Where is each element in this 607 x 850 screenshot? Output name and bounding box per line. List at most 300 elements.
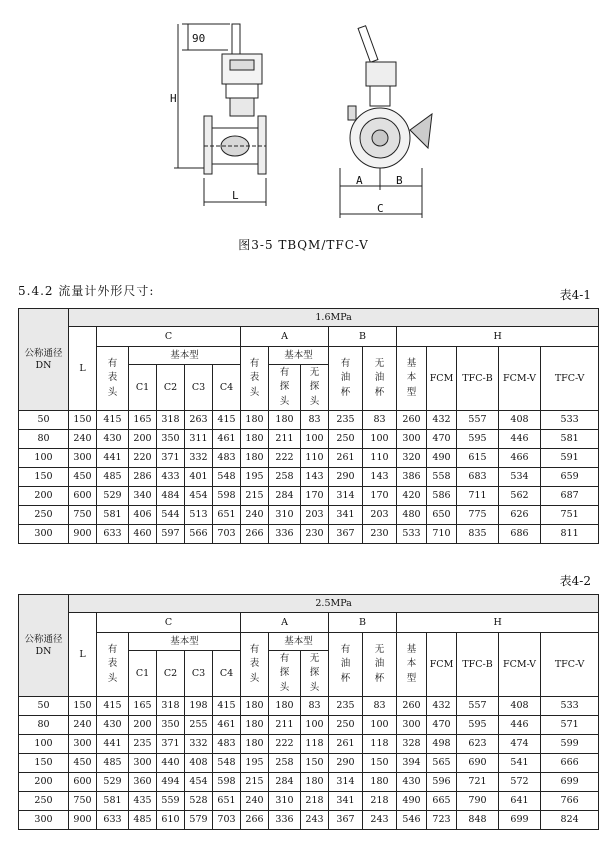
table-cell: 180	[269, 697, 301, 716]
table-cell: 180	[241, 411, 269, 430]
table-cell: 200	[19, 487, 69, 506]
header-c3: C3	[185, 365, 213, 411]
header-fcmv: FCM-V	[499, 633, 541, 697]
table-cell: 336	[269, 525, 301, 544]
table-cell: 367	[329, 525, 363, 544]
header-fcmv: FCM-V	[499, 347, 541, 411]
table-cell: 180	[269, 411, 301, 430]
table-cell: 721	[457, 773, 499, 792]
table-cell: 461	[213, 430, 241, 449]
table-cell: 150	[69, 697, 97, 716]
table-row	[19, 449, 599, 468]
table-cell: 571	[541, 716, 599, 735]
table-row	[19, 697, 599, 716]
table-cell: 180	[241, 716, 269, 735]
table-cell: 450	[69, 468, 97, 487]
table-cell: 300	[397, 716, 427, 735]
table-cell: 415	[97, 411, 129, 430]
table-cell: 766	[541, 792, 599, 811]
dimension-table-1	[18, 308, 599, 544]
table-cell: 314	[329, 487, 363, 506]
table-cell: 558	[427, 468, 457, 487]
table-cell: 534	[499, 468, 541, 487]
header-tfcb: TFC-B	[457, 633, 499, 697]
table-cell: 699	[499, 811, 541, 830]
header-c-with-meter: 有表头	[107, 358, 118, 398]
table-row	[19, 792, 599, 811]
table-cell: 790	[457, 792, 499, 811]
header-a-with-meter: 有表头	[249, 644, 260, 684]
table-cell: 557	[457, 411, 499, 430]
table-cell: 490	[397, 792, 427, 811]
table-cell: 435	[129, 792, 157, 811]
table-cell: 300	[19, 811, 69, 830]
dim-h-label: H	[170, 92, 177, 105]
table-cell: 341	[329, 506, 363, 525]
header-c: C	[97, 613, 241, 633]
dim-a-label: A	[356, 174, 363, 187]
table-cell: 529	[97, 773, 129, 792]
table-cell: 332	[185, 449, 213, 468]
dim-90-label: 90	[192, 32, 206, 45]
header-c1: C1	[129, 651, 157, 697]
table-cell: 641	[499, 792, 541, 811]
table-cell: 180	[241, 430, 269, 449]
table-cell: 572	[499, 773, 541, 792]
table-cell: 440	[157, 754, 185, 773]
table-cell: 83	[301, 411, 329, 430]
table-cell: 835	[457, 525, 499, 544]
table-cell: 751	[541, 506, 599, 525]
header-a-without-probe: 无探头	[309, 367, 320, 407]
table-cell: 320	[397, 449, 427, 468]
table-cell: 180	[301, 773, 329, 792]
table-cell: 824	[541, 811, 599, 830]
table-cell: 360	[129, 773, 157, 792]
header-b-with-oil: 有油杯	[340, 358, 351, 398]
table-cell: 258	[269, 754, 301, 773]
table-cell: 195	[241, 754, 269, 773]
table-cell: 546	[397, 811, 427, 830]
table-cell: 703	[213, 811, 241, 830]
table-cell: 750	[69, 506, 97, 525]
table-cell: 266	[241, 525, 269, 544]
table-cell: 541	[499, 754, 541, 773]
table-cell: 415	[213, 697, 241, 716]
table-cell: 290	[329, 468, 363, 487]
table-cell: 597	[157, 525, 185, 544]
table-cell: 200	[129, 430, 157, 449]
header-dn: 公称通径DN	[19, 309, 69, 411]
header-h-basic: 基本型	[406, 644, 417, 684]
table-cell: 529	[97, 487, 129, 506]
dim-c-label: C	[377, 202, 384, 215]
table-cell: 533	[397, 525, 427, 544]
table-cell: 595	[457, 716, 499, 735]
table-cell: 548	[213, 754, 241, 773]
header-a-with-probe: 有探头	[279, 653, 290, 693]
table-cell: 415	[213, 411, 241, 430]
header-c-basic: 基本型	[129, 347, 241, 365]
table-cell: 610	[157, 811, 185, 830]
table-cell: 118	[301, 735, 329, 754]
table-cell: 581	[97, 792, 129, 811]
table-cell: 371	[157, 449, 185, 468]
table-cell: 683	[457, 468, 499, 487]
table-cell: 633	[97, 811, 129, 830]
table-cell: 80	[19, 430, 69, 449]
table-row	[19, 754, 599, 773]
table-cell: 711	[457, 487, 499, 506]
table-row	[19, 430, 599, 449]
table-row	[19, 468, 599, 487]
table-cell: 255	[185, 716, 213, 735]
dim-b-label: B	[396, 174, 403, 187]
header-l: L	[69, 613, 97, 697]
header-a-basic: 基本型	[269, 633, 329, 651]
dimension-table-2	[18, 594, 599, 830]
table-row	[19, 411, 599, 430]
table-cell: 143	[301, 468, 329, 487]
table-row	[19, 735, 599, 754]
table-cell: 250	[19, 506, 69, 525]
table-cell: 900	[69, 811, 97, 830]
table-cell: 485	[129, 811, 157, 830]
table-cell: 432	[427, 411, 457, 430]
table-cell: 143	[363, 468, 397, 487]
header-a-with-meter: 有表头	[249, 358, 260, 398]
table-cell: 195	[241, 468, 269, 487]
table-cell: 386	[397, 468, 427, 487]
table-cell: 260	[397, 697, 427, 716]
table-cell: 430	[397, 773, 427, 792]
header-a-without-probe: 无探头	[309, 653, 320, 693]
header-b: B	[329, 327, 397, 347]
header-fcm: FCM	[427, 347, 457, 411]
table-cell: 598	[213, 487, 241, 506]
table-cell: 100	[19, 735, 69, 754]
table-cell: 480	[397, 506, 427, 525]
table-cell: 544	[157, 506, 185, 525]
table-cell: 485	[97, 754, 129, 773]
table-cell: 83	[301, 697, 329, 716]
table-cell: 180	[241, 449, 269, 468]
table-cell: 100	[19, 449, 69, 468]
table-cell: 340	[129, 487, 157, 506]
header-tfcv: TFC-V	[541, 347, 599, 411]
table-cell: 311	[185, 430, 213, 449]
table-cell: 596	[427, 773, 457, 792]
table-cell: 263	[185, 411, 213, 430]
table-cell: 430	[97, 430, 129, 449]
table-cell: 433	[157, 468, 185, 487]
table-cell: 220	[129, 449, 157, 468]
table-cell: 110	[301, 449, 329, 468]
table-cell: 665	[427, 792, 457, 811]
table-cell: 100	[363, 716, 397, 735]
table-cell: 100	[363, 430, 397, 449]
table-cell: 310	[269, 792, 301, 811]
table-cell: 83	[363, 697, 397, 716]
table-cell: 699	[541, 773, 599, 792]
table-cell: 180	[363, 773, 397, 792]
table-cell: 441	[97, 449, 129, 468]
table-cell: 150	[69, 411, 97, 430]
table-cell: 300	[19, 525, 69, 544]
table-body-1	[19, 411, 599, 544]
table-cell: 235	[329, 697, 363, 716]
table-cell: 371	[157, 735, 185, 754]
table-cell: 235	[329, 411, 363, 430]
table-cell: 408	[499, 411, 541, 430]
table-cell: 446	[499, 430, 541, 449]
table-cell: 633	[97, 525, 129, 544]
table-cell: 848	[457, 811, 499, 830]
table-cell: 490	[427, 449, 457, 468]
table-cell: 498	[427, 735, 457, 754]
header-b-without-oil: 无油杯	[374, 644, 385, 684]
table-cell: 222	[269, 735, 301, 754]
table-cell: 615	[457, 449, 499, 468]
header-dn: 公称通径DN	[19, 595, 69, 697]
table-cell: 200	[129, 716, 157, 735]
table-cell: 350	[157, 430, 185, 449]
table-cell: 240	[241, 792, 269, 811]
table-cell: 623	[457, 735, 499, 754]
header-c-basic: 基本型	[129, 633, 241, 651]
table-cell: 494	[157, 773, 185, 792]
table-cell: 266	[241, 811, 269, 830]
table-label: 表4-1	[559, 288, 591, 302]
table-cell: 211	[269, 430, 301, 449]
table-cell: 300	[69, 735, 97, 754]
table-cell: 565	[427, 754, 457, 773]
table-cell: 600	[69, 773, 97, 792]
table-cell: 110	[363, 449, 397, 468]
table-cell: 687	[541, 487, 599, 506]
table-cell: 470	[427, 430, 457, 449]
flowmeter-drawing	[170, 18, 460, 228]
table-body-2	[19, 697, 599, 830]
table-cell: 310	[269, 506, 301, 525]
table-cell: 367	[329, 811, 363, 830]
table-cell: 586	[427, 487, 457, 506]
table-cell: 170	[363, 487, 397, 506]
table-cell: 300	[397, 430, 427, 449]
table-cell: 559	[157, 792, 185, 811]
table-cell: 240	[241, 506, 269, 525]
table-cell: 318	[157, 697, 185, 716]
table-cell: 261	[329, 449, 363, 468]
table-cell: 218	[363, 792, 397, 811]
table-cell: 230	[363, 525, 397, 544]
table-cell: 626	[499, 506, 541, 525]
table-cell: 484	[157, 487, 185, 506]
table-cell: 83	[363, 411, 397, 430]
table-row	[19, 525, 599, 544]
table-cell: 150	[19, 754, 69, 773]
table-cell: 533	[541, 697, 599, 716]
table-cell: 165	[129, 697, 157, 716]
header-h: H	[397, 327, 599, 347]
table-cell: 690	[457, 754, 499, 773]
table-cell: 581	[97, 506, 129, 525]
table-cell: 240	[69, 430, 97, 449]
table-cell: 581	[541, 430, 599, 449]
table-cell: 180	[241, 697, 269, 716]
table-cell: 222	[269, 449, 301, 468]
table-cell: 548	[213, 468, 241, 487]
header-b: B	[329, 613, 397, 633]
table-cell: 203	[363, 506, 397, 525]
table-cell: 198	[185, 697, 213, 716]
header-c-with-meter: 有表头	[107, 644, 118, 684]
table-cell: 218	[301, 792, 329, 811]
table-cell: 200	[19, 773, 69, 792]
table-cell: 600	[69, 487, 97, 506]
table-cell: 258	[269, 468, 301, 487]
table-cell: 598	[213, 773, 241, 792]
header-fcm: FCM	[427, 633, 457, 697]
table-cell: 50	[19, 697, 69, 716]
table-cell: 394	[397, 754, 427, 773]
table-cell: 243	[301, 811, 329, 830]
table-cell: 650	[427, 506, 457, 525]
table-cell: 483	[213, 449, 241, 468]
header-h-basic: 基本型	[406, 358, 417, 398]
table-cell: 406	[129, 506, 157, 525]
table-cell: 591	[541, 449, 599, 468]
table-cell: 211	[269, 716, 301, 735]
table-cell: 446	[499, 716, 541, 735]
table-cell: 432	[427, 697, 457, 716]
table-cell: 250	[19, 792, 69, 811]
table-cell: 215	[241, 487, 269, 506]
header-c4: C4	[213, 365, 241, 411]
table-cell: 300	[69, 449, 97, 468]
table-cell: 651	[213, 506, 241, 525]
header-c4: C4	[213, 651, 241, 697]
table-cell: 710	[427, 525, 457, 544]
table-row	[19, 716, 599, 735]
table-cell: 401	[185, 468, 213, 487]
table-cell: 566	[185, 525, 213, 544]
table-cell: 441	[97, 735, 129, 754]
table-cell: 450	[69, 754, 97, 773]
table-cell: 415	[97, 697, 129, 716]
header-pressure: 1.6MPa	[69, 309, 599, 327]
table-cell: 750	[69, 792, 97, 811]
table-cell: 150	[363, 754, 397, 773]
table-cell: 408	[185, 754, 213, 773]
header-c1: C1	[129, 365, 157, 411]
table-cell: 240	[69, 716, 97, 735]
header-tfcv: TFC-V	[541, 633, 599, 697]
table-cell: 50	[19, 411, 69, 430]
header-c: C	[97, 327, 241, 347]
table-cell: 723	[427, 811, 457, 830]
header-b-with-oil: 有油杯	[340, 644, 351, 684]
section-title: 5.4.2 流量计外形尺寸:	[18, 284, 155, 298]
header-c3: C3	[185, 651, 213, 697]
table-cell: 80	[19, 716, 69, 735]
table-cell: 595	[457, 430, 499, 449]
header-tfcb: TFC-B	[457, 347, 499, 411]
header-a-with-probe: 有探头	[279, 367, 290, 407]
table-cell: 533	[541, 411, 599, 430]
table-cell: 466	[499, 449, 541, 468]
figure-caption: 图3-5 TBQM/TFC-V	[238, 238, 369, 252]
table-cell: 557	[457, 697, 499, 716]
table-cell: 180	[241, 735, 269, 754]
table-cell: 454	[185, 773, 213, 792]
table-cell: 430	[97, 716, 129, 735]
table-cell: 900	[69, 525, 97, 544]
table-cell: 703	[213, 525, 241, 544]
table-cell: 659	[541, 468, 599, 487]
table-cell: 170	[301, 487, 329, 506]
table-cell: 328	[397, 735, 427, 754]
table-cell: 230	[301, 525, 329, 544]
table-cell: 243	[363, 811, 397, 830]
table-cell: 150	[19, 468, 69, 487]
table-cell: 651	[213, 792, 241, 811]
table-cell: 454	[185, 487, 213, 506]
header-h: H	[397, 613, 599, 633]
table-cell: 260	[397, 411, 427, 430]
table-row	[19, 506, 599, 525]
table-cell: 215	[241, 773, 269, 792]
table-cell: 485	[97, 468, 129, 487]
table-cell: 235	[129, 735, 157, 754]
table-row	[19, 773, 599, 792]
table-cell: 290	[329, 754, 363, 773]
table-cell: 599	[541, 735, 599, 754]
table-cell: 332	[185, 735, 213, 754]
table-cell: 341	[329, 792, 363, 811]
table-row	[19, 487, 599, 506]
header-c2: C2	[157, 365, 185, 411]
table-cell: 461	[213, 716, 241, 735]
table-cell: 811	[541, 525, 599, 544]
table-cell: 336	[269, 811, 301, 830]
table-cell: 483	[213, 735, 241, 754]
table-cell: 470	[427, 716, 457, 735]
table-cell: 284	[269, 773, 301, 792]
table-cell: 261	[329, 735, 363, 754]
table-cell: 250	[329, 430, 363, 449]
table-cell: 100	[301, 716, 329, 735]
header-a: A	[241, 613, 329, 633]
table-cell: 100	[301, 430, 329, 449]
table-cell: 150	[301, 754, 329, 773]
header-b-without-oil: 无油杯	[374, 358, 385, 398]
table-cell: 420	[397, 487, 427, 506]
header-a: A	[241, 327, 329, 347]
table-cell: 513	[185, 506, 213, 525]
header-c2: C2	[157, 651, 185, 697]
table-cell: 775	[457, 506, 499, 525]
header-a-basic: 基本型	[269, 347, 329, 365]
table-cell: 686	[499, 525, 541, 544]
table-cell: 562	[499, 487, 541, 506]
table-cell: 666	[541, 754, 599, 773]
table-cell: 250	[329, 716, 363, 735]
table-cell: 318	[157, 411, 185, 430]
header-pressure: 2.5MPa	[69, 595, 599, 613]
table-cell: 460	[129, 525, 157, 544]
table-cell: 203	[301, 506, 329, 525]
